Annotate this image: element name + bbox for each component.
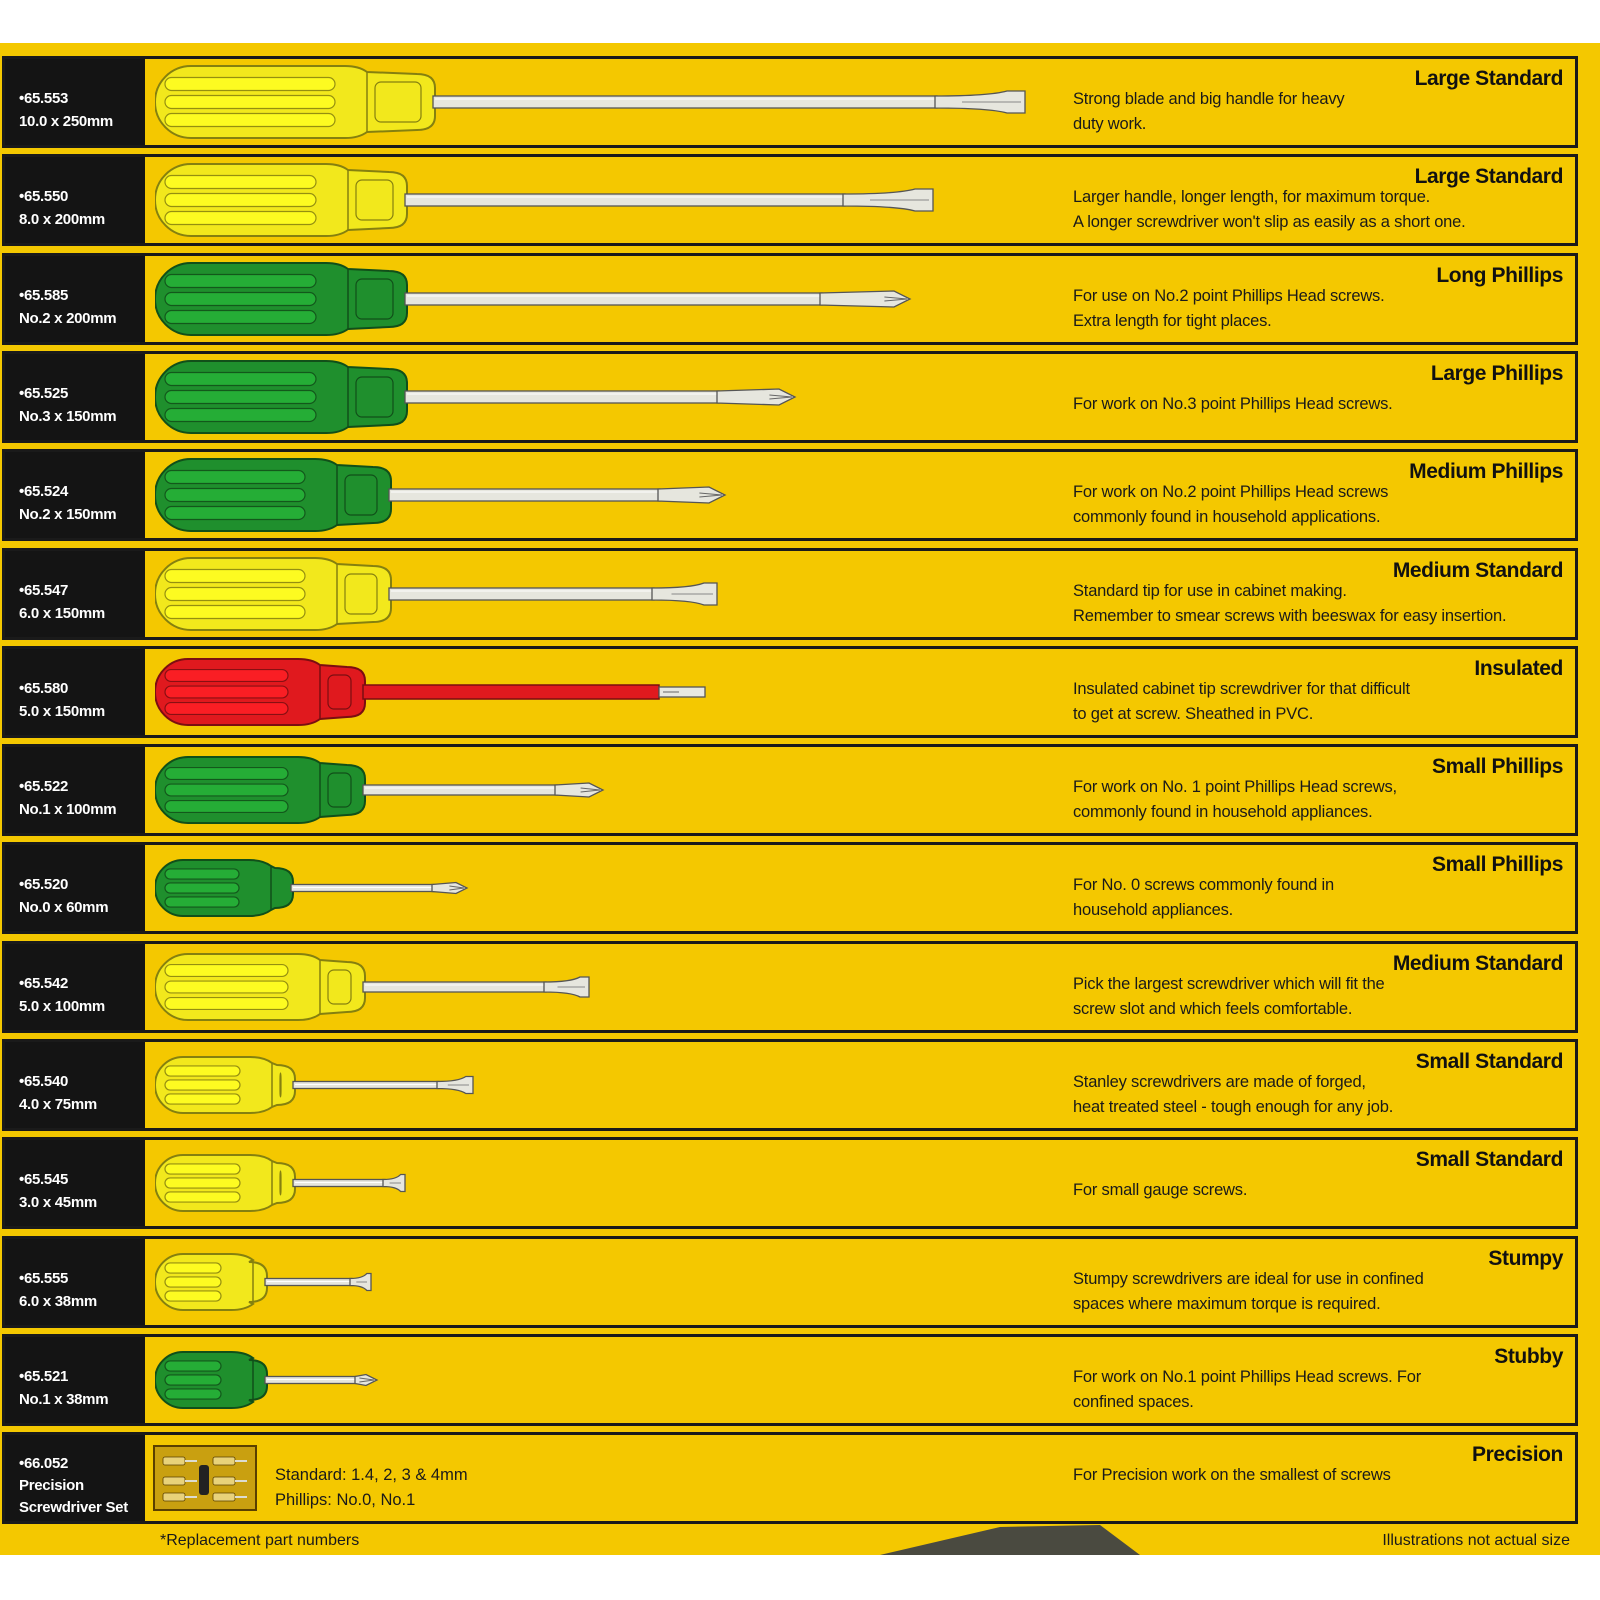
product-description (1073, 873, 1543, 923)
handle-grip-flute (165, 96, 335, 109)
precision-screwdriver (213, 1493, 247, 1501)
part-number: •65.547 (19, 581, 69, 599)
handle-grip-flute (165, 801, 288, 813)
product-row (2, 253, 1578, 345)
part-number-cell (5, 551, 145, 637)
screwdriver-tip (717, 389, 795, 405)
screwdriver-shaft (363, 982, 546, 992)
screwdriver-type: Small Standard (1415, 1148, 1563, 1172)
part-number-cell (5, 452, 145, 538)
screwdriver-tip (658, 487, 725, 503)
product-row-precision-set (2, 1432, 1578, 1524)
precision-screwdriver (163, 1457, 197, 1465)
table-surface-shadow (880, 1525, 1140, 1555)
product-description (1073, 775, 1543, 825)
precision-screwdriver (213, 1457, 247, 1465)
part-number-cell (5, 1337, 145, 1423)
screwdriver-drawing (155, 649, 1055, 735)
product-description (1073, 480, 1543, 530)
description-line: Extra length for tight places. (1073, 311, 1272, 330)
set-contents (275, 1463, 468, 1513)
description-line: screw slot and which feels comfortable. (1073, 999, 1353, 1018)
part-number: •66.052 (19, 1455, 69, 1473)
part-number-cell (5, 747, 145, 833)
description-line: Stanley screwdrivers are made of forged, (1073, 1073, 1366, 1091)
description-line: Standard tip for use in cabinet making. (1073, 581, 1347, 600)
part-number: •65.580 (19, 679, 69, 697)
product-description (1073, 392, 1543, 417)
product-description (1073, 1178, 1543, 1203)
precision-screwdriver (163, 1493, 197, 1501)
handle-grip-flute (165, 390, 316, 403)
screwdriver-drawing (155, 452, 1055, 538)
product-description (1073, 972, 1543, 1022)
screwdriver-type: Medium Standard (1392, 951, 1563, 975)
handle-grip-flute (165, 569, 305, 582)
description-line: For work on No.1 point Phillips Head screws. For (1073, 1367, 1422, 1386)
part-number-cell (5, 1042, 145, 1128)
handle-grip-flute (165, 1164, 240, 1174)
handle-grip-flute (165, 1178, 240, 1188)
part-number: •65.521 (19, 1367, 69, 1385)
handle-grip-flute (165, 1080, 240, 1090)
screwdriver-illustration-5 (155, 459, 725, 531)
product-row (2, 449, 1578, 541)
handle-grip-flute (165, 964, 288, 976)
part-number: •65.550 (19, 188, 69, 206)
product-row (2, 548, 1578, 640)
screwdriver-drawing (155, 1239, 1055, 1325)
product-row (2, 1334, 1578, 1426)
handle-grip-flute (165, 784, 288, 796)
screwdriver-drawing (155, 944, 1055, 1030)
description-line: For work on No.2 point Phillips Head screws (1073, 483, 1389, 502)
screwdriver-illustration-4 (155, 361, 795, 433)
screwdriver-shaft (405, 391, 719, 403)
handle-grip-flute (165, 605, 305, 618)
product-description (1073, 1463, 1543, 1488)
handle-grip-flute (165, 274, 316, 287)
tip-size: 10.0 x 250mm (19, 113, 113, 130)
set-standard-sizes: Standard: 1.4, 2, 3 & 4mm (275, 1466, 468, 1485)
handle-grip-flute (165, 1389, 221, 1399)
precision-screwdriver (163, 1477, 197, 1485)
description-line: commonly found in household appliances. (1073, 803, 1373, 822)
handle-grip-flute (165, 212, 316, 225)
part-number: •65.525 (19, 384, 69, 402)
screwdriver-shaft (363, 785, 557, 795)
tip-size: 6.0 x 150mm (19, 604, 105, 622)
screwdriver-drawing (155, 157, 1055, 243)
part-number: •65.540 (19, 1073, 69, 1090)
product-row (2, 154, 1578, 246)
description-line: For use on No.2 point Phillips Head screws. (1073, 286, 1385, 305)
insulated-shaft-sheath (363, 685, 659, 699)
handle-grip-flute (165, 310, 316, 323)
part-number: •65.585 (19, 286, 69, 304)
tip-size: 5.0 x 100mm (19, 997, 105, 1015)
product-description (1073, 1365, 1543, 1415)
screwdriver-shaft (389, 489, 660, 501)
screwdriver-illustration-7 (155, 659, 705, 725)
part-number: •65.524 (19, 483, 69, 501)
part-number: •65.520 (19, 876, 69, 894)
part-number: •65.553 (19, 90, 69, 107)
screwdriver-drawing (155, 551, 1055, 637)
product-description (1073, 284, 1543, 334)
screwdriver-drawing (155, 747, 1055, 833)
handle-grip-flute (165, 1066, 240, 1076)
part-number-cell (5, 845, 145, 931)
precision-set-case (153, 1445, 257, 1511)
product-row (2, 842, 1578, 934)
screwdriver-shaft (405, 293, 822, 305)
screwdriver-type: Large Phillips (1430, 361, 1563, 385)
part-number-cell (5, 1435, 145, 1521)
handle-grip-flute (165, 768, 288, 780)
handle-grip-flute (165, 1094, 240, 1104)
set-name-line: Screwdriver Set (19, 1499, 128, 1517)
screwdriver-type: Small Standard (1415, 1050, 1563, 1073)
part-number: •65.542 (19, 974, 69, 992)
screwdriver-type: Insulated (1474, 656, 1563, 680)
handle-grip-flute (165, 997, 288, 1009)
screwdriver-illustration-13 (155, 1254, 371, 1310)
screwdriver-illustration-14 (155, 1352, 377, 1408)
handle-grip-flute (165, 897, 239, 907)
illustration-size-note: Illustrations not actual size (1382, 1532, 1570, 1549)
screwdriver-type: Long Phillips (1436, 263, 1563, 287)
description-line: For No. 0 screws commonly found in (1073, 876, 1334, 895)
description-line: Stumpy screwdrivers are ideal for use in confined (1073, 1269, 1424, 1288)
description-line: For Precision work on the smallest of screws (1073, 1466, 1391, 1485)
description-line: duty work. (1073, 115, 1147, 133)
tip-size: 5.0 x 150mm (19, 702, 105, 720)
tip-size: No.1 x 100mm (19, 801, 117, 819)
screwdriver-illustration-1 (155, 66, 1025, 138)
part-number: •65.522 (19, 778, 69, 796)
screwdriver-type: Medium Phillips (1409, 460, 1563, 484)
description-line: to get at screw. Sheathed in PVC. (1073, 704, 1314, 723)
tip-size: 3.0 x 45mm (19, 1194, 97, 1212)
handle-grip-flute (165, 507, 305, 520)
screwdriver-chart (0, 43, 1600, 1555)
screwdriver-shaft (405, 194, 845, 206)
screwdriver-type: Small Phillips (1432, 853, 1563, 877)
product-description (1073, 1070, 1543, 1120)
handle-grip-flute (165, 372, 316, 385)
set-name-line: Precision (19, 1477, 84, 1495)
part-number-cell (5, 944, 145, 1030)
screwdriver-drawing (155, 354, 1055, 440)
tip-size: No.3 x 150mm (19, 407, 117, 425)
handle-grip-flute (165, 489, 305, 502)
description-line: For small gauge screws. (1073, 1181, 1248, 1200)
tip-size: 8.0 x 200mm (19, 211, 105, 229)
screwdriver-illustration-2 (155, 164, 933, 236)
part-number-cell (5, 649, 145, 735)
description-line: Remember to smear screws with beeswax for easy insertion. (1073, 606, 1507, 625)
handle-grip-flute (165, 686, 288, 698)
handle-grip-flute (165, 78, 335, 91)
part-number-cell (5, 1140, 145, 1226)
screwdriver-illustration-10 (155, 954, 589, 1020)
part-number-cell (5, 59, 145, 145)
description-line: commonly found in household applications. (1073, 508, 1381, 527)
screwdriver-type: Large Standard (1414, 165, 1563, 189)
handle-grip-flute (165, 1263, 221, 1273)
product-description (1073, 1267, 1543, 1317)
screwdriver-tip (820, 291, 910, 307)
description-line: Insulated cabinet tip screwdriver for that difficult (1073, 679, 1410, 698)
handle-grip-flute (165, 292, 316, 305)
screwdriver-drawing (155, 1140, 1055, 1226)
product-row (2, 56, 1578, 148)
tip-size: No.2 x 200mm (19, 309, 117, 327)
handle-grip-flute (165, 114, 335, 127)
screwdriver-illustration-6 (155, 558, 717, 630)
description-line: Strong blade and big handle for heavy (1073, 90, 1345, 108)
screwdriver-drawing (155, 1337, 1055, 1423)
product-description (1073, 185, 1543, 235)
handle-grip-flute (165, 471, 305, 484)
handle-grip-flute (165, 1361, 221, 1371)
description-line: Larger handle, longer length, for maximum torque. (1073, 188, 1431, 207)
part-number-cell (5, 1239, 145, 1325)
handle-grip-flute (165, 981, 288, 993)
part-number-cell (5, 157, 145, 243)
screwdriver-illustration-8 (155, 757, 603, 823)
screwdriver-illustration-3 (155, 263, 910, 335)
replacement-part-note: *Replacement part numbers (160, 1532, 360, 1549)
handle-grip-flute (165, 869, 239, 879)
handle-grip-flute (165, 194, 316, 207)
tip-size: No.0 x 60mm (19, 899, 109, 917)
handle-grip-flute (165, 176, 316, 189)
description-line: Pick the largest screwdriver which will fit the (1073, 974, 1385, 993)
product-row (2, 1039, 1578, 1131)
screwdriver-illustration-12 (155, 1155, 405, 1211)
part-number-cell (5, 354, 145, 440)
screwdriver-type: Stubby (1494, 1344, 1563, 1368)
screwdriver-drawing (155, 59, 1055, 145)
screwdriver-type: Stumpy (1488, 1246, 1563, 1270)
screwdriver-drawing (155, 256, 1055, 342)
description-line: For work on No.3 point Phillips Head screws. (1073, 394, 1393, 413)
handle-grip-flute (165, 702, 288, 714)
product-row (2, 1236, 1578, 1328)
screwdriver-drawing (155, 845, 1055, 931)
product-row (2, 351, 1578, 443)
tip-size: No.1 x 38mm (19, 1390, 109, 1408)
description-line: For work on No. 1 point Phillips Head screws, (1073, 778, 1397, 797)
part-number: •65.555 (19, 1269, 69, 1287)
product-row (2, 744, 1578, 836)
handle-grip-flute (165, 408, 316, 421)
handle-grip-flute (165, 1375, 221, 1385)
screwdriver-type: Precision (1472, 1443, 1563, 1467)
part-number: •65.545 (19, 1171, 69, 1189)
handle-grip-flute (165, 1277, 221, 1287)
precision-screwdriver (213, 1477, 247, 1485)
description-line: confined spaces. (1073, 1392, 1194, 1411)
screwdriver-shaft (433, 96, 937, 108)
handle-grip-flute (165, 883, 239, 893)
precision-set-drawing (155, 1447, 255, 1509)
product-row (2, 646, 1578, 738)
screwdriver-shaft (389, 588, 654, 600)
tip-size: 6.0 x 38mm (19, 1292, 97, 1310)
description-line: household appliances. (1073, 901, 1234, 920)
product-row (2, 941, 1578, 1033)
part-number-cell (5, 256, 145, 342)
product-description (1073, 579, 1543, 629)
screwdriver-type: Medium Standard (1392, 558, 1563, 582)
product-description (1073, 677, 1543, 727)
screwdriver-type: Large Standard (1414, 67, 1563, 90)
product-description (1073, 87, 1543, 137)
handle-grip-flute (165, 1192, 240, 1202)
screwdriver-illustration-9 (155, 860, 467, 916)
handle-grip-flute (165, 587, 305, 600)
tip-size: 4.0 x 75mm (19, 1096, 97, 1113)
set-phillips-sizes: Phillips: No.0, No.1 (275, 1491, 416, 1510)
screwdriver-drawing (155, 1042, 1055, 1128)
handle-grip-flute (165, 669, 288, 681)
description-line: A longer screwdriver won't slip as easily as a short one. (1073, 213, 1466, 232)
description-line: spaces where maximum torque is required. (1073, 1294, 1381, 1313)
product-row (2, 1137, 1578, 1229)
handle-grip-flute (165, 1291, 221, 1301)
tip-size: No.2 x 150mm (19, 506, 117, 524)
screwdriver-type: Small Phillips (1432, 755, 1563, 779)
description-line: heat treated steel - tough enough for any job. (1073, 1098, 1394, 1116)
screwdriver-illustration-11 (155, 1057, 473, 1113)
